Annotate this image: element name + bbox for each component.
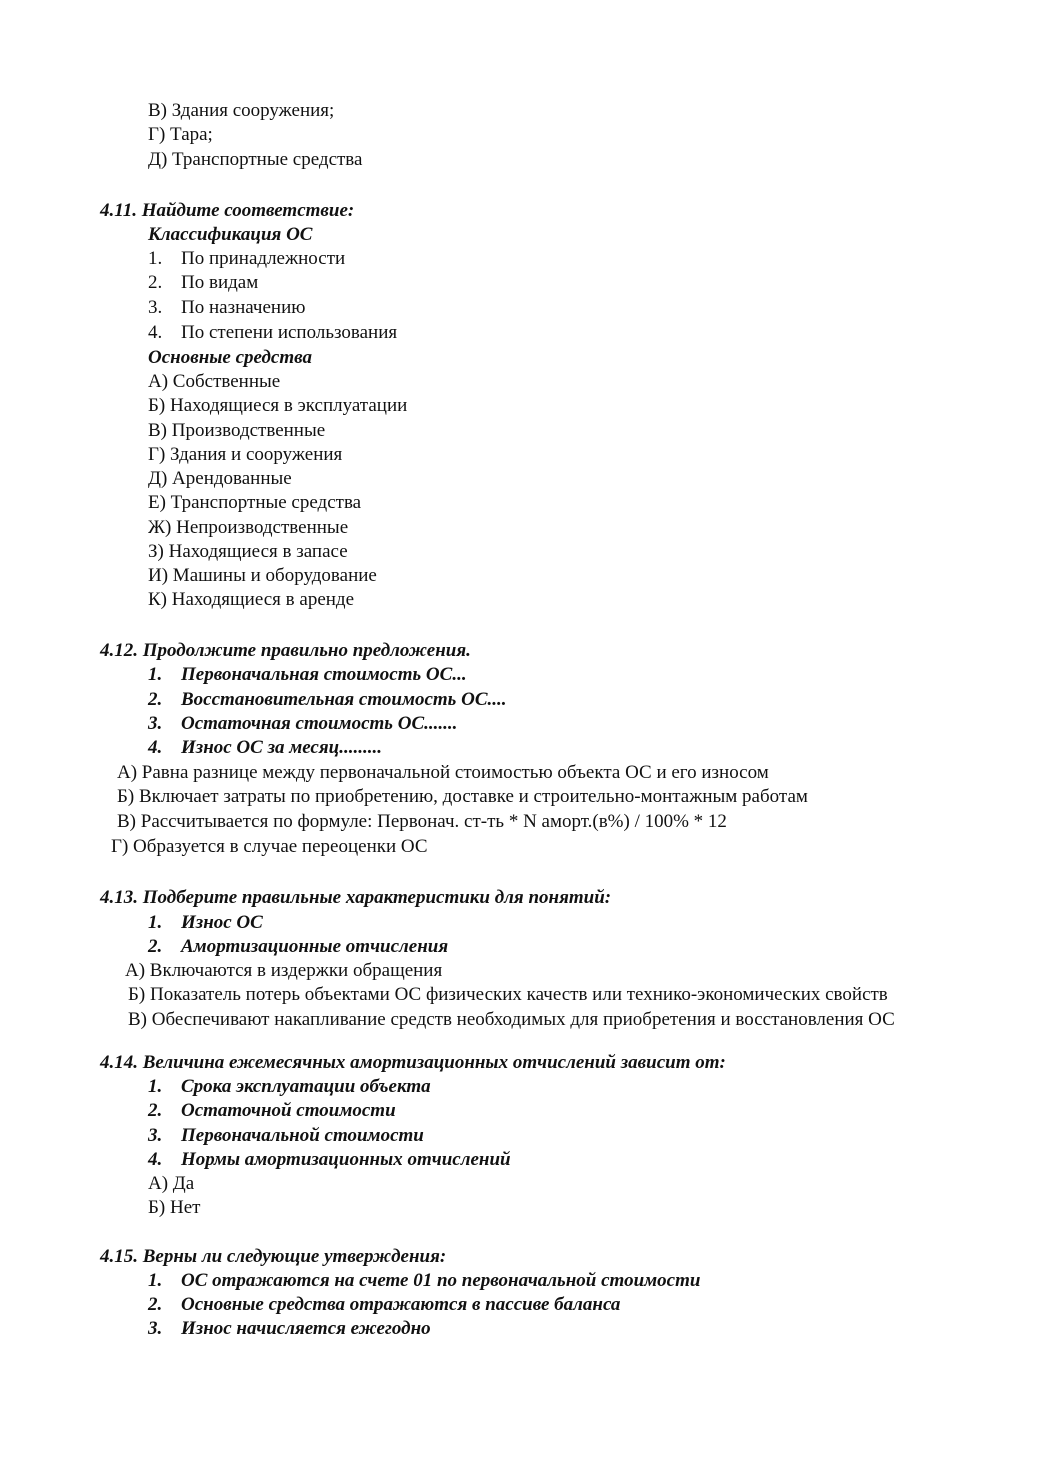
list-item <box>148 737 382 759</box>
item-text: По степени использования <box>181 322 398 343</box>
item-number: 2. <box>148 936 163 957</box>
item-number: 2. <box>148 689 163 710</box>
list-item <box>148 1294 620 1316</box>
list-item <box>148 1125 424 1147</box>
option-line: Б) Находящиеся в эксплуатации <box>148 395 408 416</box>
item-number: 1. <box>148 664 163 685</box>
option-line: В) Производственные <box>148 420 326 441</box>
item-number: 3. <box>148 713 163 734</box>
list-item <box>148 664 467 686</box>
answer-line: Б) Нет <box>148 1197 201 1218</box>
item-text: ОС отражаются на счете 01 по первоначальной стоимости <box>181 1270 701 1291</box>
question-title: 4.11. Найдите соответствие: <box>100 200 355 221</box>
item-text: По назначению <box>181 297 306 318</box>
item-number: 4. <box>148 322 163 343</box>
option-line: Ж) Непроизводственные <box>148 517 349 538</box>
item-number: 1. <box>148 1076 163 1097</box>
option-line: И) Машины и оборудование <box>148 565 377 586</box>
list-item <box>148 1100 396 1122</box>
item-text: Основные средства отражаются в пассиве баланса <box>181 1294 621 1315</box>
list-item <box>148 912 263 934</box>
answer-line: Г) Образуется в случае переоценки ОС <box>111 836 428 857</box>
answer-line: А) Равна разнице между первоначальной стоимостью объекта ОС и его износом <box>117 762 769 783</box>
list-item <box>148 272 258 294</box>
answer-line: В) Обеспечивают накапливание средств необходимых для приобретения и восстановления ОС <box>128 1009 895 1030</box>
list-item <box>148 322 397 344</box>
item-text: Первоначальная стоимость ОС... <box>181 664 467 685</box>
item-number: 2. <box>148 272 163 293</box>
option-line: Д) Транспортные средства <box>148 149 363 170</box>
item-number: 1. <box>148 1270 163 1291</box>
option-line: З) Находящиеся в запасе <box>148 541 348 562</box>
question-title: 4.15. Верны ли следующие утверждения: <box>100 1246 447 1267</box>
item-text: Износ начисляется ежегодно <box>181 1318 431 1339</box>
item-text: По видам <box>181 272 259 293</box>
answer-line: В) Рассчитывается по формуле: Первонач. ст-ть * N аморт.(в%) / 100% * 12 <box>117 811 727 832</box>
answer-line: А) Включаются в издержки обращения <box>125 960 443 981</box>
item-number: 4. <box>148 1149 163 1170</box>
item-text: Нормы амортизационных отчислений <box>181 1149 511 1170</box>
option-line: Е) Транспортные средства <box>148 492 362 513</box>
item-number: 3. <box>148 1125 163 1146</box>
option-line: В) Здания сооружения; <box>148 100 335 121</box>
option-line: Г) Здания и сооружения <box>148 444 343 465</box>
answer-line: А) Да <box>148 1173 195 1194</box>
section-heading: Основные средства <box>148 347 312 368</box>
list-item <box>148 248 345 270</box>
answer-line: Б) Показатель потерь объектами ОС физических качеств или технико-экономических свойств <box>128 984 888 1005</box>
option-line: К) Находящиеся в аренде <box>148 589 355 610</box>
item-text: Восстановительная стоимость ОС.... <box>181 689 507 710</box>
item-number: 3. <box>148 1318 163 1339</box>
list-item <box>148 1076 431 1098</box>
answer-line: Б) Включает затраты по приобретению, доставке и строительно-монтажным работам <box>117 786 808 807</box>
list-item <box>148 713 457 735</box>
item-text: Износ ОС <box>181 912 263 933</box>
question-title: 4.12. Продолжите правильно предложения. <box>100 640 471 661</box>
item-text: Первоначальной стоимости <box>181 1125 424 1146</box>
option-line: Д) Арендованные <box>148 468 292 489</box>
item-text: Срока эксплуатации объекта <box>181 1076 431 1097</box>
list-item <box>148 689 507 711</box>
list-item <box>148 1318 431 1340</box>
item-text: Остаточной стоимости <box>181 1100 396 1121</box>
option-line: А) Собственные <box>148 371 281 392</box>
list-item <box>148 297 305 319</box>
section-heading: Классификация ОС <box>148 224 313 245</box>
item-text: По принадлежности <box>181 248 346 269</box>
item-text: Износ ОС за месяц......... <box>181 737 382 758</box>
item-number: 2. <box>148 1294 163 1315</box>
list-item <box>148 1270 700 1292</box>
item-number: 1. <box>148 912 163 933</box>
item-number: 1. <box>148 248 163 269</box>
list-item <box>148 936 448 958</box>
option-line: Г) Тара; <box>148 124 213 145</box>
question-title: 4.14. Величина ежемесячных амортизационных отчислений зависит от: <box>100 1052 726 1073</box>
item-text: Остаточная стоимость ОС....... <box>181 713 458 734</box>
list-item <box>148 1149 511 1171</box>
item-text: Амортизационные отчисления <box>181 936 449 957</box>
item-number: 2. <box>148 1100 163 1121</box>
item-number: 4. <box>148 737 163 758</box>
item-number: 3. <box>148 297 163 318</box>
question-title: 4.13. Подберите правильные характеристики для понятий: <box>100 887 612 908</box>
